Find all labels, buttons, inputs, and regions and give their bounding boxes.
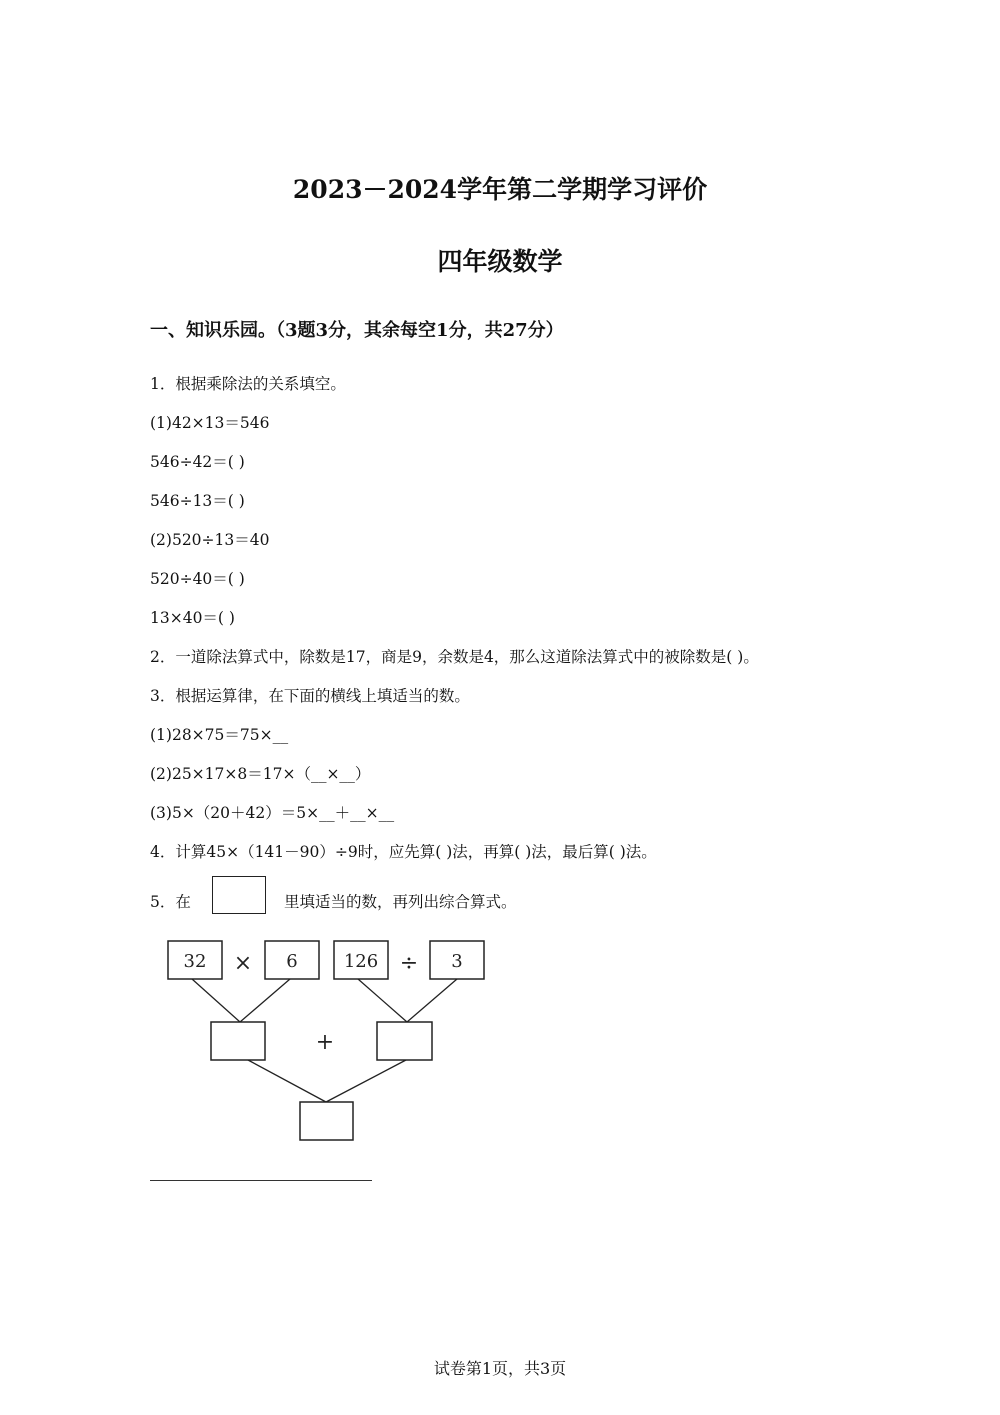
connector-line [358, 979, 407, 1022]
q1-line-5: 520÷40＝( ) [150, 570, 245, 588]
q4-stem: 4．计算45×（141－90）÷9时，应先算( )法，再算( )法，最后算( )法。 [150, 843, 657, 861]
connector-line [248, 1060, 326, 1102]
q3-line-2: (2)25×17×8＝17×（__×__） [150, 765, 371, 783]
diagram-number: 32 [183, 951, 207, 972]
answer-line[interactable] [150, 1180, 372, 1181]
q1-stem: 1．根据乘除法的关系填空。 [150, 375, 346, 393]
q1-line-1: (1)42×13＝546 [150, 414, 270, 432]
q5-stem-after: 里填适当的数，再列出综合算式。 [284, 893, 517, 911]
connector-line [192, 979, 240, 1022]
divide-symbol: ÷ [399, 951, 419, 976]
answer-box-sum[interactable] [300, 1102, 353, 1140]
q1-line-6: 13×40＝( ) [150, 609, 235, 627]
section-heading: 一、知识乐园。（3题3分，其余每空1分，共27分） [150, 320, 564, 341]
connector-line [326, 1060, 406, 1102]
answer-box-product[interactable] [211, 1022, 265, 1060]
q1-line-3: 546÷13＝( ) [150, 492, 245, 510]
calculation-tree-diagram [150, 930, 510, 1150]
connector-line [407, 979, 457, 1022]
diagram-number: 126 [343, 951, 379, 972]
q3-stem: 3．根据运算律，在下面的横线上填适当的数。 [150, 687, 470, 705]
answer-box-quotient[interactable] [377, 1022, 432, 1060]
plus-symbol: + [315, 1030, 335, 1055]
q2-stem: 2．一道除法算式中，除数是17，商是9，余数是4，那么这道除法算式中的被除数是( )。 [150, 648, 759, 666]
q3-line-3: (3)5×（20＋42）＝5×__＋__×__ [150, 804, 395, 822]
multiply-symbol: × [233, 951, 253, 976]
diagram-number: 3 [451, 951, 463, 972]
q1-line-4: (2)520÷13＝40 [150, 531, 270, 549]
page-title: 2023－2024学年第二学期学习评价 [292, 175, 708, 204]
connector-line [240, 979, 290, 1022]
diagram-number: 6 [286, 951, 298, 972]
page-subtitle: 四年级数学 [437, 247, 563, 276]
q1-line-2: 546÷42＝( ) [150, 453, 245, 471]
q5-stem-before: 5．在 [150, 893, 191, 911]
page-footer: 试卷第1页，共3页 [433, 1359, 567, 1378]
q5-sample-box [212, 876, 266, 914]
q3-line-1: (1)28×75＝75×__ [150, 726, 289, 744]
